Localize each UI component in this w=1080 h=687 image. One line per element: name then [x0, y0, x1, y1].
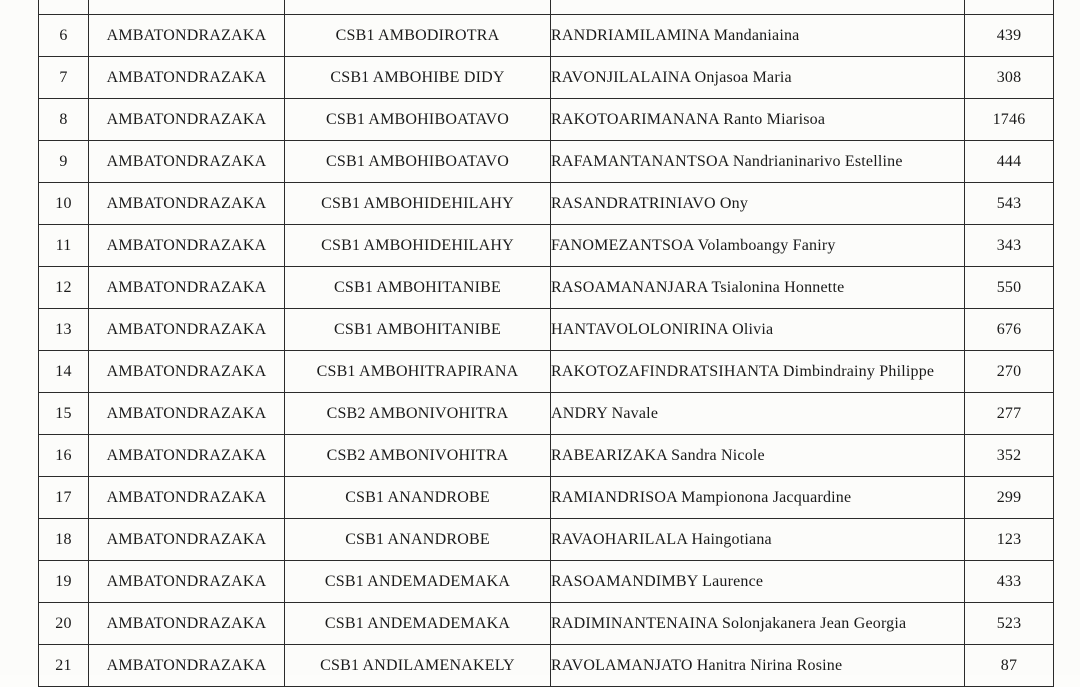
health-center-cell: CSB1 ANDEMADEMAKA — [285, 603, 551, 645]
health-center-cell: CSB1 AMBOHIBE DIDY — [285, 57, 551, 99]
person-name-cell: RANDRIAMILAMINA Mandaniaina — [551, 15, 965, 57]
results-table — [38, 0, 1054, 687]
row-number-cell: 13 — [39, 309, 89, 351]
district-cell: AMBATONDRAZAKA — [89, 57, 285, 99]
person-name-cell: RAFAMANTANANTSOA Nandrianinarivo Estelline — [551, 141, 965, 183]
row-number-cell: 8 — [39, 99, 89, 141]
district-cell: AMBATONDRAZAKA — [89, 15, 285, 57]
row-number-cell: 9 — [39, 141, 89, 183]
row-number-cell: 15 — [39, 393, 89, 435]
person-name-cell: RAVONJILALAINA Onjasoa Maria — [551, 57, 965, 99]
count-cell: 444 — [965, 141, 1054, 183]
district-cell — [89, 0, 285, 15]
district-cell: AMBATONDRAZAKA — [89, 645, 285, 687]
person-name-cell: RAVAOHARILALA Haingotiana — [551, 519, 965, 561]
count-cell: 1746 — [965, 99, 1054, 141]
health-center-cell: CSB1 ANANDROBE — [285, 477, 551, 519]
district-cell: AMBATONDRAZAKA — [89, 477, 285, 519]
table-row — [39, 141, 1054, 183]
health-center-cell: CSB2 AMBONIVOHITRA — [285, 393, 551, 435]
person-name-cell: RASOAMANDIMBY Laurence — [551, 561, 965, 603]
district-cell: AMBATONDRAZAKA — [89, 99, 285, 141]
district-cell: AMBATONDRAZAKA — [89, 225, 285, 267]
row-number-cell: 10 — [39, 183, 89, 225]
table-row — [39, 225, 1054, 267]
table-row — [39, 477, 1054, 519]
table-row — [39, 603, 1054, 645]
row-number-cell: 6 — [39, 15, 89, 57]
health-center-cell: CSB1 AMBOHITRAPIRANA — [285, 351, 551, 393]
table-row — [39, 561, 1054, 603]
row-number-cell: 16 — [39, 435, 89, 477]
count-cell — [965, 0, 1054, 15]
row-number-cell: 21 — [39, 645, 89, 687]
person-name-cell: FANOMEZANTSOA Volamboangy Faniry — [551, 225, 965, 267]
table-row — [39, 351, 1054, 393]
table-row — [39, 0, 1054, 15]
table-row — [39, 393, 1054, 435]
person-name-cell: RABEARIZAKA Sandra Nicole — [551, 435, 965, 477]
table-row — [39, 645, 1054, 687]
health-center-cell: CSB1 AMBOHIBOATAVO — [285, 141, 551, 183]
count-cell: 87 — [965, 645, 1054, 687]
district-cell: AMBATONDRAZAKA — [89, 183, 285, 225]
row-number-cell: 14 — [39, 351, 89, 393]
table-row — [39, 309, 1054, 351]
row-number-cell: 11 — [39, 225, 89, 267]
health-center-cell: CSB1 AMBOHIBOATAVO — [285, 99, 551, 141]
health-center-cell: CSB1 AMBOHIDEHILAHY — [285, 225, 551, 267]
count-cell: 523 — [965, 603, 1054, 645]
results-table-body — [39, 0, 1054, 687]
health-center-cell: CSB1 AMBOHITANIBE — [285, 267, 551, 309]
person-name-cell: HANTAVOLOLONIRINA Olivia — [551, 309, 965, 351]
table-row — [39, 435, 1054, 477]
row-number-cell: 20 — [39, 603, 89, 645]
person-name-cell: ANDRY Navale — [551, 393, 965, 435]
count-cell: 543 — [965, 183, 1054, 225]
row-number-cell: 7 — [39, 57, 89, 99]
person-name-cell — [551, 0, 965, 15]
count-cell: 439 — [965, 15, 1054, 57]
count-cell: 352 — [965, 435, 1054, 477]
health-center-cell: CSB1 AMBOHIDEHILAHY — [285, 183, 551, 225]
count-cell: 433 — [965, 561, 1054, 603]
person-name-cell: RAKOTOZAFINDRATSIHANTA Dimbindrainy Philippe — [551, 351, 965, 393]
table-row — [39, 267, 1054, 309]
table-row — [39, 15, 1054, 57]
person-name-cell: RADIMINANTENAINA Solonjakanera Jean Georgia — [551, 603, 965, 645]
count-cell: 676 — [965, 309, 1054, 351]
district-cell: AMBATONDRAZAKA — [89, 435, 285, 477]
count-cell: 123 — [965, 519, 1054, 561]
health-center-cell: CSB1 AMBODIROTRA — [285, 15, 551, 57]
table-row — [39, 183, 1054, 225]
table-row — [39, 99, 1054, 141]
person-name-cell: RASOAMANANJARA Tsialonina Honnette — [551, 267, 965, 309]
health-center-cell: CSB2 AMBONIVOHITRA — [285, 435, 551, 477]
district-cell: AMBATONDRAZAKA — [89, 561, 285, 603]
count-cell: 270 — [965, 351, 1054, 393]
health-center-cell — [285, 0, 551, 15]
count-cell: 308 — [965, 57, 1054, 99]
district-cell: AMBATONDRAZAKA — [89, 267, 285, 309]
row-number-cell: 18 — [39, 519, 89, 561]
person-name-cell: RAKOTOARIMANANA Ranto Miarisoa — [551, 99, 965, 141]
count-cell: 343 — [965, 225, 1054, 267]
table-row — [39, 57, 1054, 99]
person-name-cell: RAVOLAMANJATO Hanitra Nirina Rosine — [551, 645, 965, 687]
row-number-cell: 17 — [39, 477, 89, 519]
district-cell: AMBATONDRAZAKA — [89, 393, 285, 435]
count-cell: 550 — [965, 267, 1054, 309]
district-cell: AMBATONDRAZAKA — [89, 141, 285, 183]
table-row — [39, 519, 1054, 561]
district-cell: AMBATONDRAZAKA — [89, 519, 285, 561]
district-cell: AMBATONDRAZAKA — [89, 351, 285, 393]
count-cell: 277 — [965, 393, 1054, 435]
health-center-cell: CSB1 ANDILAMENAKELY — [285, 645, 551, 687]
health-center-cell: CSB1 AMBOHITANIBE — [285, 309, 551, 351]
health-center-cell: CSB1 ANDEMADEMAKA — [285, 561, 551, 603]
person-name-cell: RAMIANDRISOA Mampionona Jacquardine — [551, 477, 965, 519]
district-cell: AMBATONDRAZAKA — [89, 603, 285, 645]
row-number-cell: 19 — [39, 561, 89, 603]
row-number-cell — [39, 0, 89, 15]
district-cell: AMBATONDRAZAKA — [89, 309, 285, 351]
count-cell: 299 — [965, 477, 1054, 519]
health-center-cell: CSB1 ANANDROBE — [285, 519, 551, 561]
row-number-cell: 12 — [39, 267, 89, 309]
person-name-cell: RASANDRATRINIAVO Ony — [551, 183, 965, 225]
